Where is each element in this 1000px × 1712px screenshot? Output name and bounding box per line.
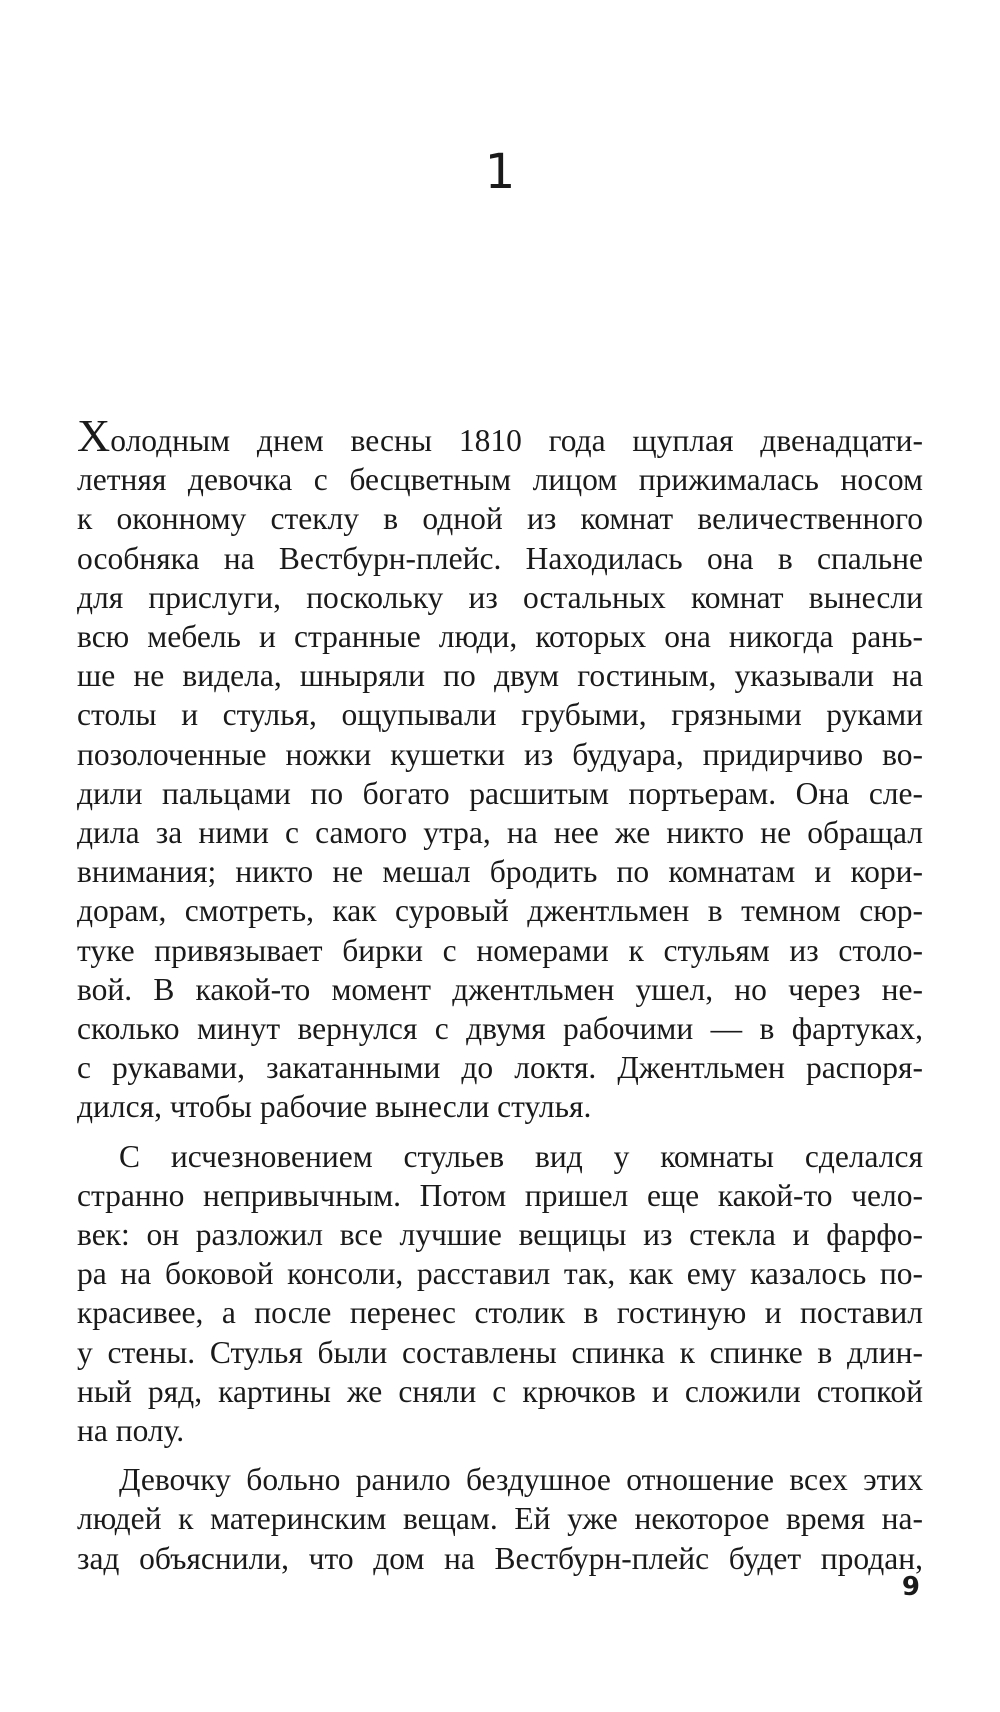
text-line: к оконному стеклу в одной из комнат величественного (77, 501, 923, 537)
text-line: ше не видела, шныряли по двум гостиным, указывали на (77, 658, 923, 694)
chapter-number: 1 (484, 144, 516, 200)
text-line: красивее, а после перенес столик в гостиную и поставил (77, 1295, 923, 1331)
text-line: дился, чтобы рабочие вынесли стулья. (77, 1089, 592, 1125)
paragraph-1 (77, 410, 923, 1127)
text-line: всю мебель и странные люди, которых она никогда рань- (77, 619, 923, 655)
text-line: с рукавами, закатанными до локтя. Джентльмен распоря- (77, 1050, 923, 1086)
text-line: Холодным днем весны 1810 года щуплая двенадцати- (77, 410, 923, 461)
text-line: С исчезновением стульев вид у комнаты сделался (119, 1138, 923, 1174)
paragraph-3 (77, 1460, 923, 1578)
text-line: дорам, смотреть, как суровый джентльмен в темном сюр- (77, 893, 923, 929)
text-line: позолоченные ножки кушетки из будуара, придирчиво во- (77, 736, 923, 772)
text-line: ный ряд, картины же сняли с крючков и сложили стопкой (77, 1373, 923, 1409)
text-line: внимания; никто не мешал бродить по комнатам и кори- (77, 854, 923, 890)
text-line: особняка на Вестбурн-плейс. Находилась она в спальне (77, 540, 923, 576)
text-line: туке привязывает бирки с номерами к стульям из столо- (77, 932, 923, 968)
body-text (77, 410, 923, 1588)
text-line: для прислуги, поскольку из остальных комнат вынесли (77, 579, 923, 615)
drop-cap: Х (77, 410, 111, 461)
text-line: вой. В какой-то момент джентльмен ушел, но через не- (77, 971, 923, 1007)
text-line: у стены. Стулья были составлены спинка к спинке в длин- (77, 1334, 923, 1370)
text-line: людей к материнским вещам. Ей уже некоторое время на- (77, 1501, 923, 1537)
text-line: дили пальцами по богато расшитым портьерам. Она сле- (77, 775, 923, 811)
text-line: летняя девочка с бесцветным лицом прижималась носом (77, 462, 923, 498)
text-line: сколько минут вернулся с двумя рабочими — в фартуках, (77, 1011, 923, 1047)
text-line: век: он разложил все лучшие вещицы из стекла и фарфо- (77, 1217, 923, 1253)
paragraph-2 (77, 1137, 923, 1451)
text-line: столы и стулья, ощупывали грубыми, грязными руками (77, 697, 923, 733)
text-line: ра на боковой консоли, расставил так, как ему казалось по- (77, 1256, 923, 1292)
text-line: странно непривычным. Потом пришел еще какой-то чело- (77, 1177, 923, 1213)
page-number: 9 (901, 1572, 920, 1602)
text-line: на полу. (77, 1413, 185, 1449)
text-line: Девочку больно ранило бездушное отношение всех этих (119, 1462, 923, 1498)
text-line: дила за ними с самого утра, на нее же никто не обращал (77, 815, 923, 851)
text-line: зад объяснили, что дом на Вестбурн-плейс будет продан, (77, 1540, 923, 1576)
